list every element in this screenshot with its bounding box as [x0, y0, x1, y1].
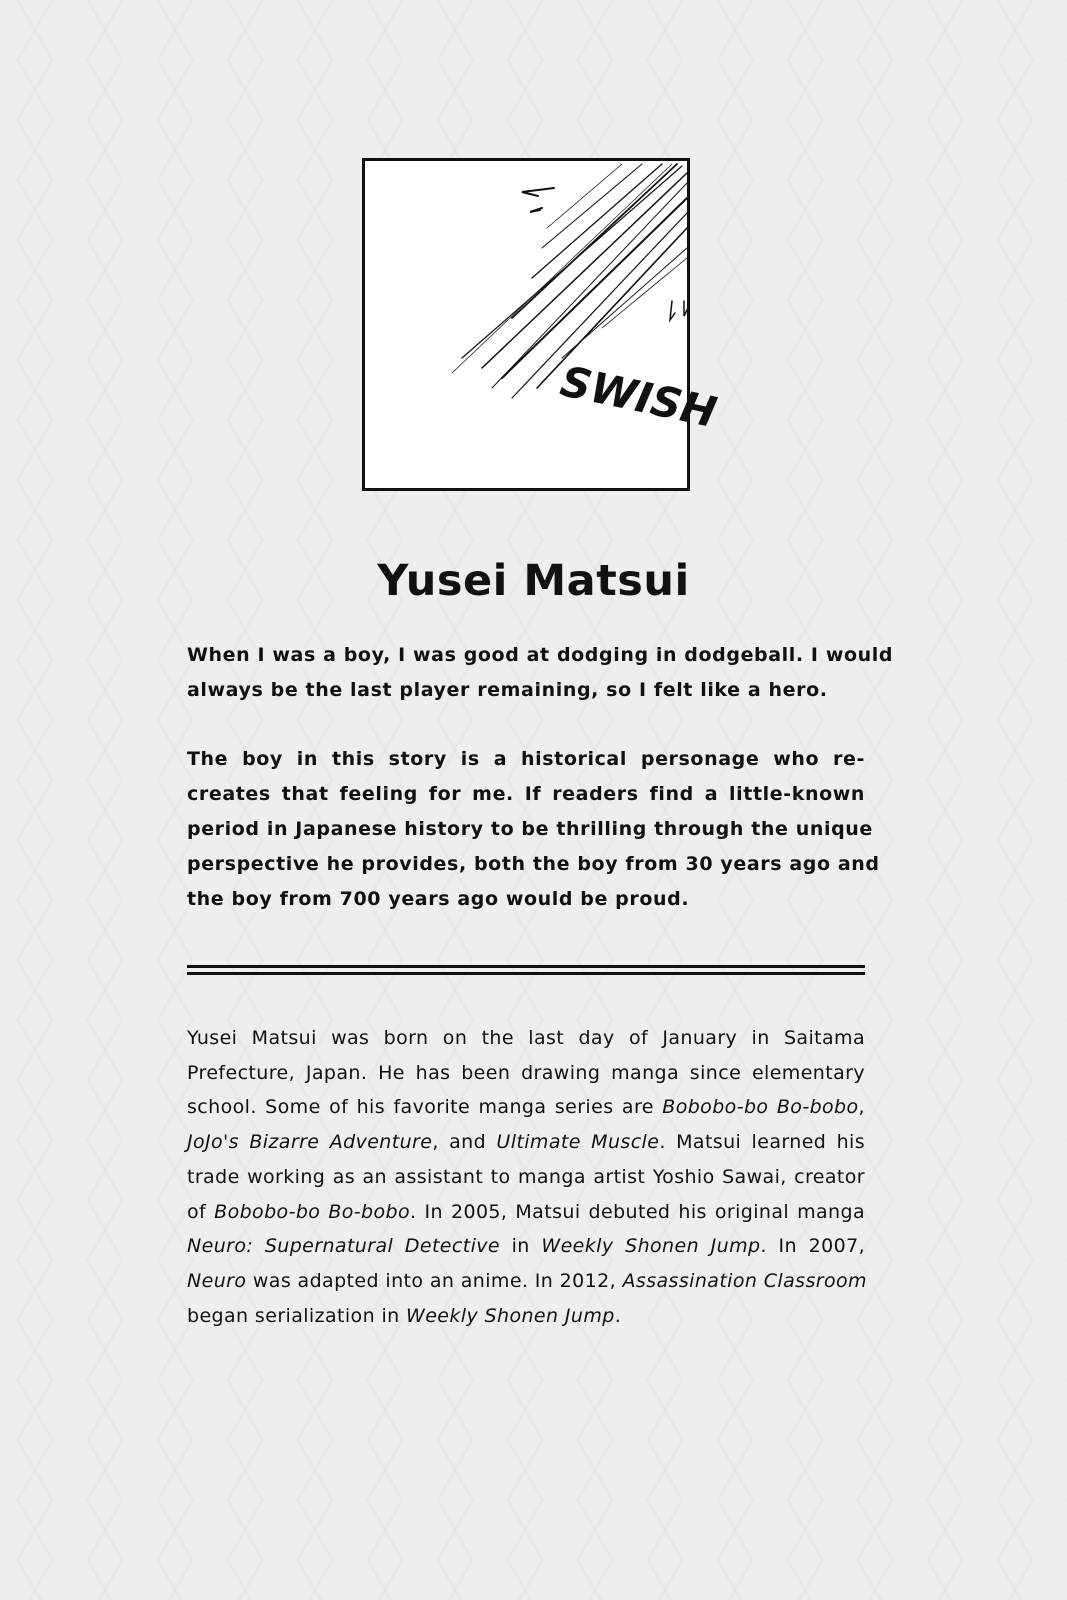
bio-line	[187, 1125, 865, 1160]
bio-line	[187, 1264, 865, 1299]
bio-line	[187, 1160, 865, 1195]
divider-bottom	[187, 972, 865, 975]
quote-line: When I was a boy, I was good at dodging in dodgeball. I would	[187, 644, 894, 666]
speed-lines-icon	[362, 158, 721, 491]
bio-line	[187, 1229, 865, 1264]
quote-paragraph-1	[187, 638, 894, 708]
bio-title-italic: Neuro	[187, 1269, 247, 1292]
bio-title-italic: Bobobo-bo Bo-bobo	[662, 1096, 859, 1119]
sfx-text: SWISH	[556, 356, 721, 438]
bio-title-italic: Ultimate Muscle	[496, 1131, 660, 1154]
bio-line	[187, 1195, 865, 1230]
quote-line: The boy in this story is a historical personage who re-	[187, 748, 865, 770]
bio-title-italic: Weekly Shonen Jump	[406, 1304, 615, 1327]
bio-text: ,	[858, 1096, 865, 1119]
bio-text: .	[614, 1304, 622, 1327]
bio-text: trade working as an assistant to manga artist Yoshio Sawai, creator	[187, 1165, 865, 1188]
quote-line: always be the last player remaining, so I felt like a hero.	[187, 679, 828, 701]
quote-line: perspective he provides, both the boy from 30 years ago and	[187, 853, 880, 875]
bio-text: was adapted into an anime. In 2012,	[246, 1269, 623, 1292]
quote-line: period in Japanese history to be thrilling through the unique	[187, 818, 873, 840]
quote-line: creates that feeling for me. If readers find a little-known	[187, 783, 865, 805]
bio-line	[187, 1299, 865, 1334]
author-name: Yusei Matsui	[377, 556, 690, 606]
bio-line	[187, 1090, 865, 1125]
bio-text: . In 2005, Matsui debuted his original manga	[410, 1200, 865, 1223]
bio-title-italic: Neuro: Supernatural Detective	[187, 1235, 500, 1258]
bio-text: school. Some of his favorite manga series are	[187, 1096, 663, 1119]
bio-text: Yusei Matsui was born on the last day of January in Saitama	[187, 1027, 865, 1049]
bio-title-italic: JoJo's Bizarre Adventure	[187, 1131, 433, 1154]
bio-line	[187, 1021, 865, 1056]
bio-line	[187, 1056, 865, 1091]
divider-top	[187, 965, 865, 968]
bio-text: Prefecture, Japan. He has been drawing manga since elementary	[187, 1061, 865, 1084]
manga-panel-illustration	[362, 158, 721, 491]
author-bio	[187, 1021, 865, 1333]
bio-text: began serialization in	[187, 1304, 407, 1327]
quote-paragraph-2	[187, 742, 880, 917]
quote-line: the boy from 700 years ago would be proud.	[187, 888, 690, 910]
bio-text: of	[187, 1200, 215, 1223]
bio-title-italic: Weekly Shonen Jump	[541, 1235, 761, 1258]
bio-title-italic: Assassination Classroom	[622, 1269, 867, 1292]
bio-text: . Matsui learned his	[659, 1131, 866, 1154]
bio-text: in	[500, 1235, 542, 1258]
bio-title-italic: Bobobo-bo Bo-bobo	[214, 1200, 411, 1223]
bio-text: , and	[432, 1131, 497, 1154]
bio-text: . In 2007,	[760, 1235, 866, 1258]
